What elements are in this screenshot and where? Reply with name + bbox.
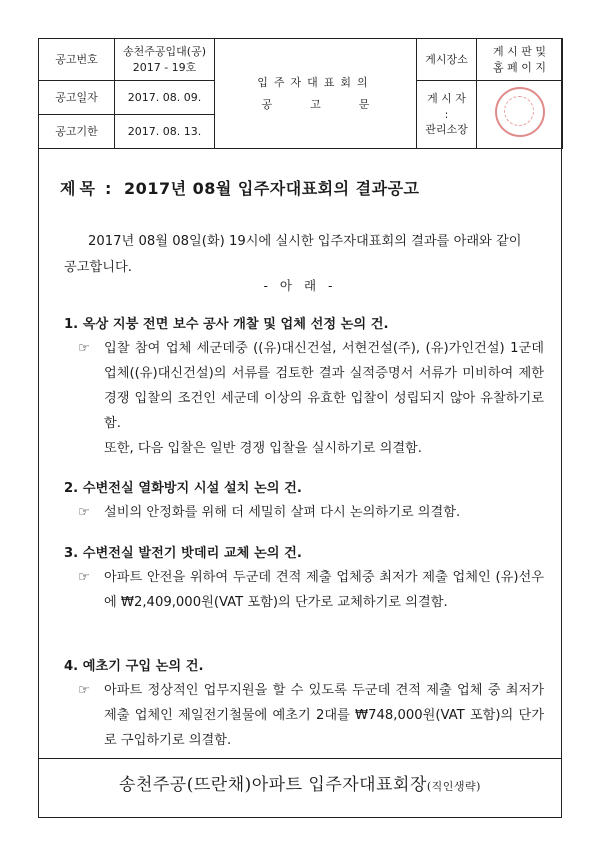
section-item bbox=[64, 565, 544, 615]
section-title: 1. 옥상 지붕 전면 보수 공사 개찰 및 업체 선정 논의 건. bbox=[64, 317, 389, 332]
poster-label bbox=[417, 81, 477, 149]
footer-divider bbox=[38, 758, 562, 759]
notice-date-label: 공고일자 bbox=[39, 81, 115, 115]
section-body: 아파트 정상적인 업무지원을 할 수 있도록 두군데 견적 제출 업체 중 최저가 제출 업체인 제일전기철물에 예초기 2대를 ₩748,000원(VAT 포함)의 단가로 구입하기로 의결함. bbox=[104, 683, 544, 748]
poster-label-colon: : bbox=[444, 107, 449, 121]
posting-place-value-line1: 게 시 판 및 bbox=[493, 44, 546, 58]
poster-label-line1: 게 시 자 bbox=[427, 91, 466, 105]
subject-label: 제목 bbox=[60, 179, 99, 198]
poster-label-line3: 관리소장 bbox=[425, 123, 468, 137]
signer-name: 송천주공(뜨란채)아파트 입주자대표회장 bbox=[119, 775, 427, 795]
subject-colon: : bbox=[105, 179, 112, 198]
notice-title-line1: 입주자대표회의 bbox=[257, 75, 374, 89]
section-title: 3. 수변전실 발전기 밧데리 교체 논의 건. bbox=[64, 546, 302, 561]
pointing-hand-icon: ☞ bbox=[78, 341, 90, 356]
section-2 bbox=[64, 478, 544, 525]
pointing-hand-icon: ☞ bbox=[78, 570, 90, 585]
section-body: 입찰 참여 업체 세군데중 ((유)대신건설, 서현건설(주), (유)가인건설) 1군데 업체((유)대신건설)의 서류를 검토한 결과 실적증명서 서류가 미비하여 제한 경쟁 입찰의 조건인 세군데 이상의 유효한 입찰이 성립되지 않아 유찰하기로 함. bbox=[104, 341, 544, 431]
notice-title bbox=[215, 39, 417, 149]
notice-title-line2: 공고문 bbox=[261, 97, 408, 111]
posting-place-label: 게시장소 bbox=[417, 39, 477, 81]
intro-paragraph: 2017년 08월 08일(화) 19시에 실시한 입주자대표회의 결과를 아래와 같이 공고합니다. bbox=[64, 234, 522, 275]
section-1 bbox=[64, 314, 544, 461]
footer-signature bbox=[38, 770, 562, 795]
notice-no-value bbox=[115, 39, 215, 81]
subject-line bbox=[60, 176, 419, 199]
below-heading: - 아 래 - bbox=[263, 278, 337, 293]
notice-no-value-line2: 2017 - 19호 bbox=[132, 60, 197, 74]
subject-text: 2017년 08월 입주자대표회의 결과공고 bbox=[124, 179, 420, 198]
posting-place-value-line2: 홈 페 이 지 bbox=[493, 60, 546, 74]
section-body: 아파트 안전을 위하여 두군데 견적 제출 업체중 최저가 제출 업체인 (유)선우에 ₩2,409,000원(VAT 포함)의 단가로 교체하기로 의결함. bbox=[104, 570, 544, 610]
deadline-label: 공고기한 bbox=[39, 115, 115, 149]
notice-header-table bbox=[38, 38, 563, 149]
notice-no-value-line1: 송천주공입대(공) bbox=[123, 44, 206, 58]
notice-no-label: 공고번호 bbox=[39, 39, 115, 81]
section-title: 2. 수변전실 열화방지 시설 설치 논의 건. bbox=[64, 481, 302, 496]
section-item bbox=[64, 678, 544, 753]
notice-date-value: 2017. 08. 09. bbox=[115, 81, 215, 115]
section-body-extra: 또한, 다음 입찰은 일반 경쟁 입찰을 실시하기로 의결함. bbox=[104, 441, 422, 456]
section-item bbox=[64, 500, 544, 525]
deadline-value: 2017. 08. 13. bbox=[115, 115, 215, 149]
section-item bbox=[64, 336, 544, 461]
seal-note: (직인생략) bbox=[426, 780, 481, 793]
section-title: 4. 예초기 구입 논의 건. bbox=[64, 659, 204, 674]
pointing-hand-icon: ☞ bbox=[78, 505, 90, 520]
official-seal-icon bbox=[495, 87, 545, 137]
posting-place-value bbox=[477, 39, 563, 81]
stamp-cell bbox=[477, 81, 563, 149]
pointing-hand-icon: ☞ bbox=[78, 683, 90, 698]
section-4 bbox=[64, 656, 544, 753]
section-3 bbox=[64, 543, 544, 615]
section-body: 설비의 안정화를 위해 더 세밀히 살펴 다시 논의하기로 의결함. bbox=[104, 505, 461, 520]
